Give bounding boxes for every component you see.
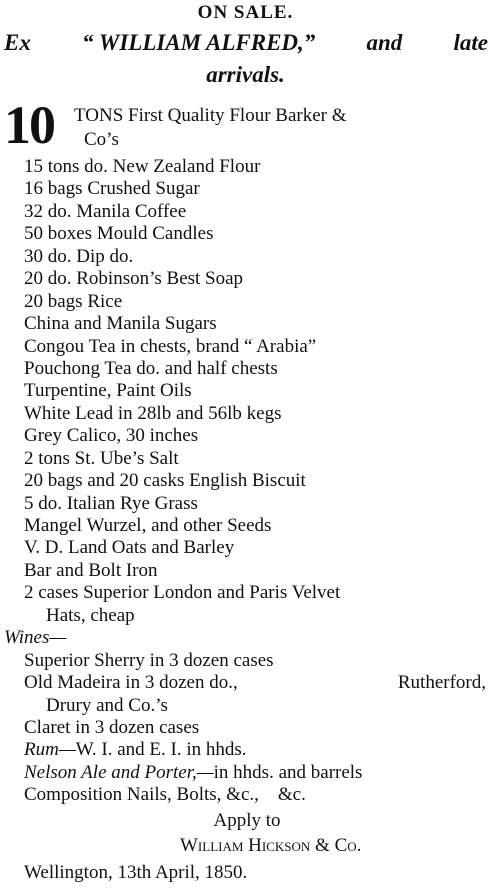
list-item: China and Manila Sugars bbox=[24, 313, 217, 335]
advert-heading: ON SALE. bbox=[197, 2, 294, 23]
ship-name: “ WILLIAM ALFRED,” bbox=[82, 30, 316, 55]
item-list bbox=[4, 156, 490, 884]
nails-text: Composition Nails, Bolts, &c., bbox=[24, 784, 259, 806]
first-item-line: TONS First Quality Flour Barker & bbox=[74, 105, 347, 126]
merchant-name: William Hickson & Co. bbox=[180, 835, 362, 857]
wine-claret: Claret in 3 dozen cases bbox=[24, 716, 200, 738]
nails-etc: &c. bbox=[277, 784, 306, 806]
list-item: 16 bags Crushed Sugar bbox=[24, 178, 200, 200]
ship-ex: Ex bbox=[4, 30, 31, 55]
arrivals-line: arrivals. bbox=[206, 62, 285, 87]
nelson-label: Nelson Ale and Porter,— bbox=[24, 761, 214, 783]
rum-line bbox=[4, 739, 490, 761]
list-item: Turpentine, Paint Oils bbox=[24, 380, 192, 402]
list-item: 50 boxes Mould Candles bbox=[24, 223, 214, 245]
hats-item-line1: 2 cases Superior London and Paris Velvet bbox=[24, 582, 341, 604]
nelson-text: in hhds. and barrels bbox=[213, 761, 363, 783]
drop-numeral: 10 bbox=[4, 95, 54, 155]
list-item: 32 do. Manila Coffee bbox=[24, 200, 187, 222]
list-item: Pouchong Tea do. and half chests bbox=[24, 357, 278, 379]
list-item: Grey Calico, 30 inches bbox=[24, 425, 199, 447]
list-item: 20 bags Rice bbox=[24, 290, 123, 312]
hats-item-line2: Hats, cheap bbox=[46, 604, 135, 626]
rum-label: Rum— bbox=[24, 739, 76, 761]
list-item: 20 do. Robinson’s Best Soap bbox=[24, 268, 244, 290]
list-item: 20 bags and 20 casks English Biscuit bbox=[24, 470, 306, 492]
list-item: V. D. Land Oats and Barley bbox=[24, 537, 235, 559]
list-item: Congou Tea in chests, brand “ Arabia” bbox=[24, 335, 317, 357]
rum-text: W. I. and E. I. in hhds. bbox=[75, 739, 247, 761]
wine-madeira-shipper: Rutherford, bbox=[397, 672, 486, 694]
list-item: 30 do. Dip do. bbox=[24, 245, 134, 267]
list-item: Bar and Bolt Iron bbox=[24, 559, 158, 581]
wine-madeira bbox=[4, 672, 490, 694]
list-item: 5 do. Italian Rye Grass bbox=[24, 492, 198, 514]
wine-madeira-continued: Drury and Co.’s bbox=[46, 694, 168, 716]
list-item: 15 tons do. New Zealand Flour bbox=[24, 156, 261, 177]
wine-sherry: Superior Sherry in 3 dozen cases bbox=[24, 649, 274, 671]
list-item: Mangel Wurzel, and other Seeds bbox=[24, 515, 272, 536]
list-item: 2 tons St. Ube’s Salt bbox=[24, 447, 179, 469]
dateline: Wellington, 13th April, 1850. bbox=[24, 861, 248, 883]
apply-line: Apply to bbox=[213, 809, 281, 831]
first-item-continued: Co’s bbox=[84, 129, 119, 150]
wine-madeira-text: Old Madeira in 3 dozen do., bbox=[24, 672, 238, 694]
ship-late: late bbox=[453, 30, 488, 55]
nails-line bbox=[4, 784, 490, 806]
wines-heading: Wines— bbox=[4, 627, 67, 649]
ship-line bbox=[4, 30, 488, 56]
list-item: White Lead in 28lb and 56lb kegs bbox=[24, 402, 282, 424]
ship-and: and bbox=[366, 30, 403, 55]
nelson-line bbox=[4, 762, 490, 784]
